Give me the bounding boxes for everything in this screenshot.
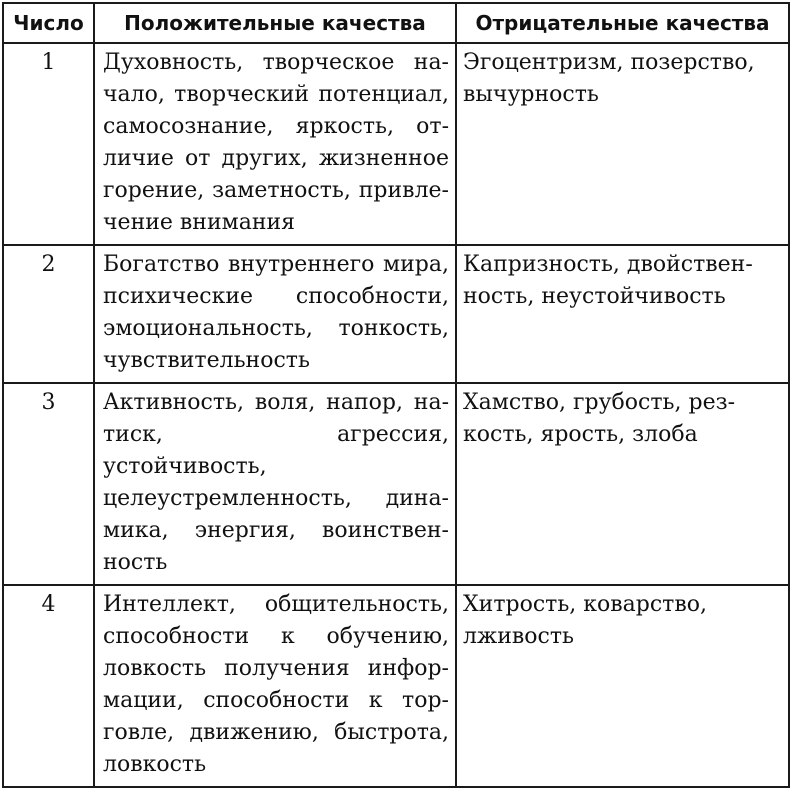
header-number: Число	[3, 3, 94, 43]
positive-line: мика, энергия, воинствен-	[103, 518, 449, 543]
positive-qualities-cell	[94, 245, 456, 383]
header-row	[3, 3, 789, 43]
positive-line: самосознание, яркость, от-	[103, 114, 449, 139]
table-row	[3, 585, 789, 787]
positive-line: Интеллект, общительность,	[103, 592, 449, 617]
positive-line: Активность, воля, напор, на-	[103, 390, 449, 415]
positive-line: ловкость получения инфор-	[103, 656, 449, 681]
row-number: 2	[3, 245, 94, 383]
positive-line: ность	[103, 550, 168, 575]
header-positive: Положительные качества	[94, 3, 456, 43]
positive-line: мации, способности к тор-	[103, 688, 449, 713]
positive-line: говле, движению, быстрота,	[103, 720, 449, 745]
positive-line: горение, заметность, привле-	[103, 178, 449, 203]
header-negative: Отрицательные качества	[456, 3, 789, 43]
positive-qualities-cell	[94, 383, 456, 585]
positive-line: чение внимания	[103, 210, 296, 235]
negative-line: Капризность, двойствен-	[463, 252, 753, 277]
row-number: 4	[3, 585, 94, 787]
negative-line: Хамство, грубость, рез-	[463, 390, 736, 415]
table-row	[3, 383, 789, 585]
positive-qualities-cell	[94, 585, 456, 787]
negative-line: Эгоцентризм, позерство,	[463, 50, 755, 75]
table-row	[3, 43, 789, 245]
positive-qualities-cell	[94, 43, 456, 245]
negative-qualities-cell	[456, 245, 789, 383]
row-number: 1	[3, 43, 94, 245]
positive-line: психические способности,	[103, 284, 449, 309]
positive-line: ловкость	[103, 752, 207, 777]
qualities-table	[2, 2, 790, 788]
positive-line: личие от других, жизненное	[103, 146, 449, 171]
positive-line: целеустремленность, дина-	[103, 486, 449, 511]
positive-line: тиск, агрессия, устойчивость,	[103, 422, 449, 479]
positive-line: Богатство внутреннего мира,	[103, 252, 449, 277]
negative-line: вычурность	[463, 82, 599, 107]
positive-line: эмоциональность, тонкость,	[103, 316, 449, 341]
negative-line: кость, ярость, злоба	[463, 422, 698, 447]
positive-line: способности к обучению,	[103, 624, 449, 649]
negative-qualities-cell	[456, 585, 789, 787]
positive-line: Духовность, творческое на-	[103, 50, 449, 75]
negative-qualities-cell	[456, 43, 789, 245]
positive-line: чувствительность	[103, 348, 310, 373]
positive-line: чало, творческий потенциал,	[103, 82, 449, 107]
negative-line: лживость	[463, 624, 574, 649]
table-row	[3, 245, 789, 383]
negative-line: Хитрость, коварство,	[463, 592, 707, 617]
negative-line: ность, неустойчивость	[463, 284, 726, 309]
negative-qualities-cell	[456, 383, 789, 585]
row-number: 3	[3, 383, 94, 585]
